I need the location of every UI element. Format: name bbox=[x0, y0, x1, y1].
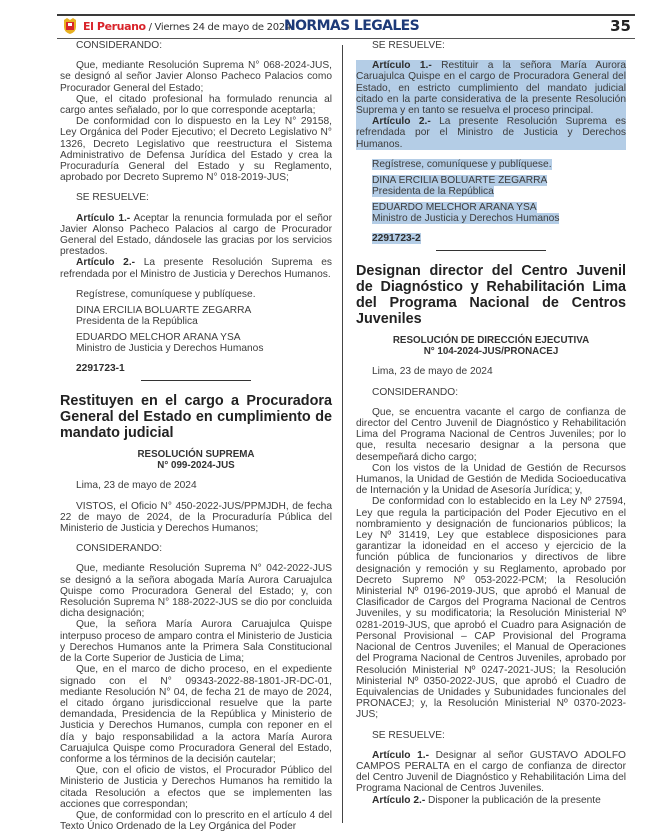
signatory-title[interactable]: Presidenta de la República bbox=[372, 186, 494, 198]
place-date: Lima, 23 de mayo de 2024 bbox=[372, 366, 493, 378]
article-label: Artículo 2.- bbox=[372, 116, 431, 128]
signatory-title[interactable]: Ministro de Justicia y Derechos Humanos bbox=[372, 213, 560, 225]
place-date: Lima, 23 de mayo de 2024 bbox=[76, 480, 197, 492]
paragraph: Con los vistos de la Unidad de Gestión de Recursos Humanos, la Unidad de Gestión de Medida Socioeducativa de Internación y la Unidad de Asesoría Jurídica; y, bbox=[356, 462, 626, 497]
paragraph: Que, la señora María Aurora Caruajulca Quispe interpuso proceso de amparo contra el Ministerio de Justicia y Derechos Humanos ante la Primera Sala Constitucional de la Corte Superior de Justicia de Lima; bbox=[60, 619, 332, 665]
coat-of-arms-icon bbox=[63, 18, 77, 34]
article-1: Artículo 1.- Designar al señor GUSTAVO ADOLFO CAMPOS PERALTA en el cargo de confianza de director del Centro Juvenil de Diagnóstico y Rehabilitación Lima del Programa Nacional de Centros Juveniles. bbox=[356, 749, 626, 795]
paragraph: Que, mediante Resolución Suprema N° 068-2024-JUS, se designó al señor Javier Alonso Pacheco Palacios como Procurador General del Estado; bbox=[60, 60, 332, 94]
paragraph: Que, de conformidad con lo prescrito en el artículo 4 del Texto Único Ordenado de la Ley Orgánica del Poder bbox=[60, 809, 332, 832]
page-header bbox=[57, 14, 635, 39]
signatory-name[interactable]: DINA ERCILIA BOLUARTE ZEGARRA bbox=[372, 175, 548, 187]
issue-date: / Viernes 24 de mayo de 2024 bbox=[145, 22, 291, 33]
closing-formula: Regístrese, comuníquese y publíquese. bbox=[76, 288, 256, 300]
closing-formula[interactable]: Regístrese, comuníquese y publíquese. bbox=[372, 158, 552, 170]
brand-name: El Peruano bbox=[83, 20, 146, 33]
considerando-label: CONSIDERANDO: bbox=[76, 40, 163, 51]
paragraph: Que, el citado profesional ha formulado renuncia al cargo antes señalado, por lo que corresponde aceptarla; bbox=[60, 93, 332, 117]
separator bbox=[141, 380, 251, 381]
article-label: Artículo 1.- bbox=[372, 749, 430, 761]
selected-text[interactable] bbox=[356, 60, 626, 150]
article-2: Artículo 2.- Disponer la publicación de la presente bbox=[372, 794, 601, 806]
paragraph: De conformidad con lo dispuesto en la Ley N° 29158, Ley Orgánica del Poder Ejecutivo; el Decreto Legislativo N° 1326, Decreto Legislativo que reestructura el Sistema Administrativo de Defensa Jurídica del Estado y crea la Procuraduría General del Estado y su Reglamento, aprobado por Decreto Supremo N° 018-2019-JUS; bbox=[60, 116, 332, 184]
article-1: Artículo 1.- Aceptar la renuncia formulada por el señor Javier Alonso Pacheco Palacios al cargo de Procurador General del Estado, dándosele las gracias por los servicios prestados. bbox=[60, 212, 332, 258]
resolution-number: N° 104-2024-JUS/PRONACEJ bbox=[423, 345, 559, 357]
resuelve-label: SE RESUELVE: bbox=[372, 40, 445, 51]
newspaper-brand bbox=[83, 20, 291, 33]
document-code: 2291723-1 bbox=[76, 363, 125, 375]
paragraph: Que, mediante Resolución Suprema N° 042-2022-JUS se designó a la señora abogada María Aurora Caruajulca Quispe como Procuradora General del Estado; y, con Resolución Suprema N° 188-2022-JUS se dio por concluida dicha designación; bbox=[60, 563, 332, 620]
signatory-name[interactable]: EDUARDO MELCHOR ARANA YSA bbox=[372, 202, 537, 214]
signatory-name: EDUARDO MELCHOR ARANA YSA bbox=[76, 332, 241, 344]
resuelve-label: SE RESUELVE: bbox=[76, 192, 149, 204]
signatory-title: Presidenta de la República bbox=[76, 316, 198, 328]
signatory-title: Ministro de Justicia y Derechos Humanos bbox=[76, 343, 264, 355]
right-column bbox=[356, 40, 626, 806]
paragraph: Que, se encuentra vacante el cargo de confianza de director del Centro Juvenil de Diagnóstico y Rehabilitación Lima del Programa Nacional de Centros Juveniles; por lo que, resulta necesario designar a la persona que desempeñará dicho cargo; bbox=[356, 406, 626, 463]
vistos-paragraph: VISTOS, el Oficio N° 450-2022-JUS/PPMJDH, de fecha 22 de mayo de 2024, de la Procuraduría Pública del Ministerio de Justicia y Derechos Humanos; bbox=[60, 500, 332, 535]
resolution-type: RESOLUCIÓN SUPREMA bbox=[137, 449, 255, 461]
resolution-number: N° 099-2024-JUS bbox=[157, 459, 235, 471]
signatory-name: DINA ERCILIA BOLUARTE ZEGARRA bbox=[76, 305, 252, 317]
column-divider bbox=[342, 45, 343, 823]
paragraph: Que, en el marco de dicho proceso, en el expediente signado con el N° 09343-2022-88-1801-JR-DC-01, mediante Resolución N° 04, de fecha 21 de mayo de 2024, el citado órgano jurisdiccional resuelve que la parte demandada, Presidencia de la República y Ministerio de Justicia y Derechos Humanos, cumpla con reponer en el día y bajo responsabilidad a la actora María Aurora Caruajulca Quispe como Procuradora General del Estado, conforme a los términos de la decisión cautelar; bbox=[60, 664, 332, 765]
considerando-label: CONSIDERANDO: bbox=[372, 386, 459, 398]
section-title: NORMAS LEGALES bbox=[284, 18, 420, 34]
article-2[interactable]: Artículo 2.- La presente Resolución Suprema es refrendada por el Ministro de Justicia y Derechos Humanos. bbox=[356, 116, 626, 150]
article-1[interactable]: Artículo 1.- Restituir a la señora María Aurora Caruajulca Quispe en el cargo de Procuradora General del Estado, en estricto cumplimiento del mandato judicial citado en la parte considerativa de la presente Resolución Suprema y en tanto se resuelva el proceso principal. bbox=[356, 60, 626, 117]
resuelve-label: SE RESUELVE: bbox=[372, 729, 445, 741]
article-label: Artículo 1.- bbox=[372, 60, 432, 72]
article-label: Artículo 1.- bbox=[76, 212, 131, 224]
page-number: 35 bbox=[610, 17, 631, 35]
article-label: Artículo 2.- bbox=[372, 794, 426, 806]
paragraph: Que, con el oficio de vistos, el Procurador Público del Ministerio de Justicia y Derechos Humanos ha remitido la citada Resolución a efectos que se implementen las acciones que correspondan; bbox=[60, 765, 332, 810]
article-headline: Restituyen en el cargo a Procuradora General del Estado en cumplimiento de mandato judicial bbox=[60, 393, 332, 442]
resolution-type: RESOLUCIÓN DE DIRECCIÓN EJECUTIVA bbox=[392, 335, 590, 347]
article-label: Artículo 2.- bbox=[76, 257, 136, 269]
article-2: Artículo 2.- La presente Resolución Suprema es refrendada por el Ministro de Justicia y Derechos Humanos. bbox=[60, 257, 332, 280]
considerando-label: CONSIDERANDO: bbox=[76, 543, 163, 555]
paragraph: De conformidad con lo establecido en la Ley Nº 27594, Ley que regula la participación del Poder Ejecutivo en el nombramiento y designación de funcionarios públicos; la Ley Nº 31419, Ley que establece disposiciones para garantizar la idoneidad en el acceso y ejercicio de la función pública de funcionarios y directivos de libre designación y remoción y su Reglamento, aprobado por Decreto Supremo Nº 053-2022-PCM; la Resolución Ministerial Nº 0196-2019-JUS, que aprobó el Manual de Clasificador de Cargos del Programa Nacional de Centros Juveniles, y su modificatoria; la Resolución Ministerial Nº 0281-2019-JUS, que aprobó el Cuadro para Asignación de Personal Provisional – CAP Provisional del Programa Nacional de Centros Juveniles; el Manual de Operaciones del Programa Nacional de Centros Juveniles, aprobado por Resolución Ministerial Nº 0247-2021-JUS; la Resolución Ministerial Nº 0350-2022-JUS, que aprobó el Cuadro de Equivalencias de Unidades y Subunidades funcionales del PRONACEJ; y, la Resolución Ministerial Nº 0370-2023-JUS; bbox=[356, 496, 626, 721]
separator bbox=[436, 250, 546, 251]
article-headline: Designan director del Centro Juvenil de Diagnóstico y Rehabilitación Lima del Programa Nacional de Centros Juveniles bbox=[356, 263, 626, 328]
left-column bbox=[60, 40, 332, 832]
document-code: 2291723-2 bbox=[372, 233, 421, 245]
